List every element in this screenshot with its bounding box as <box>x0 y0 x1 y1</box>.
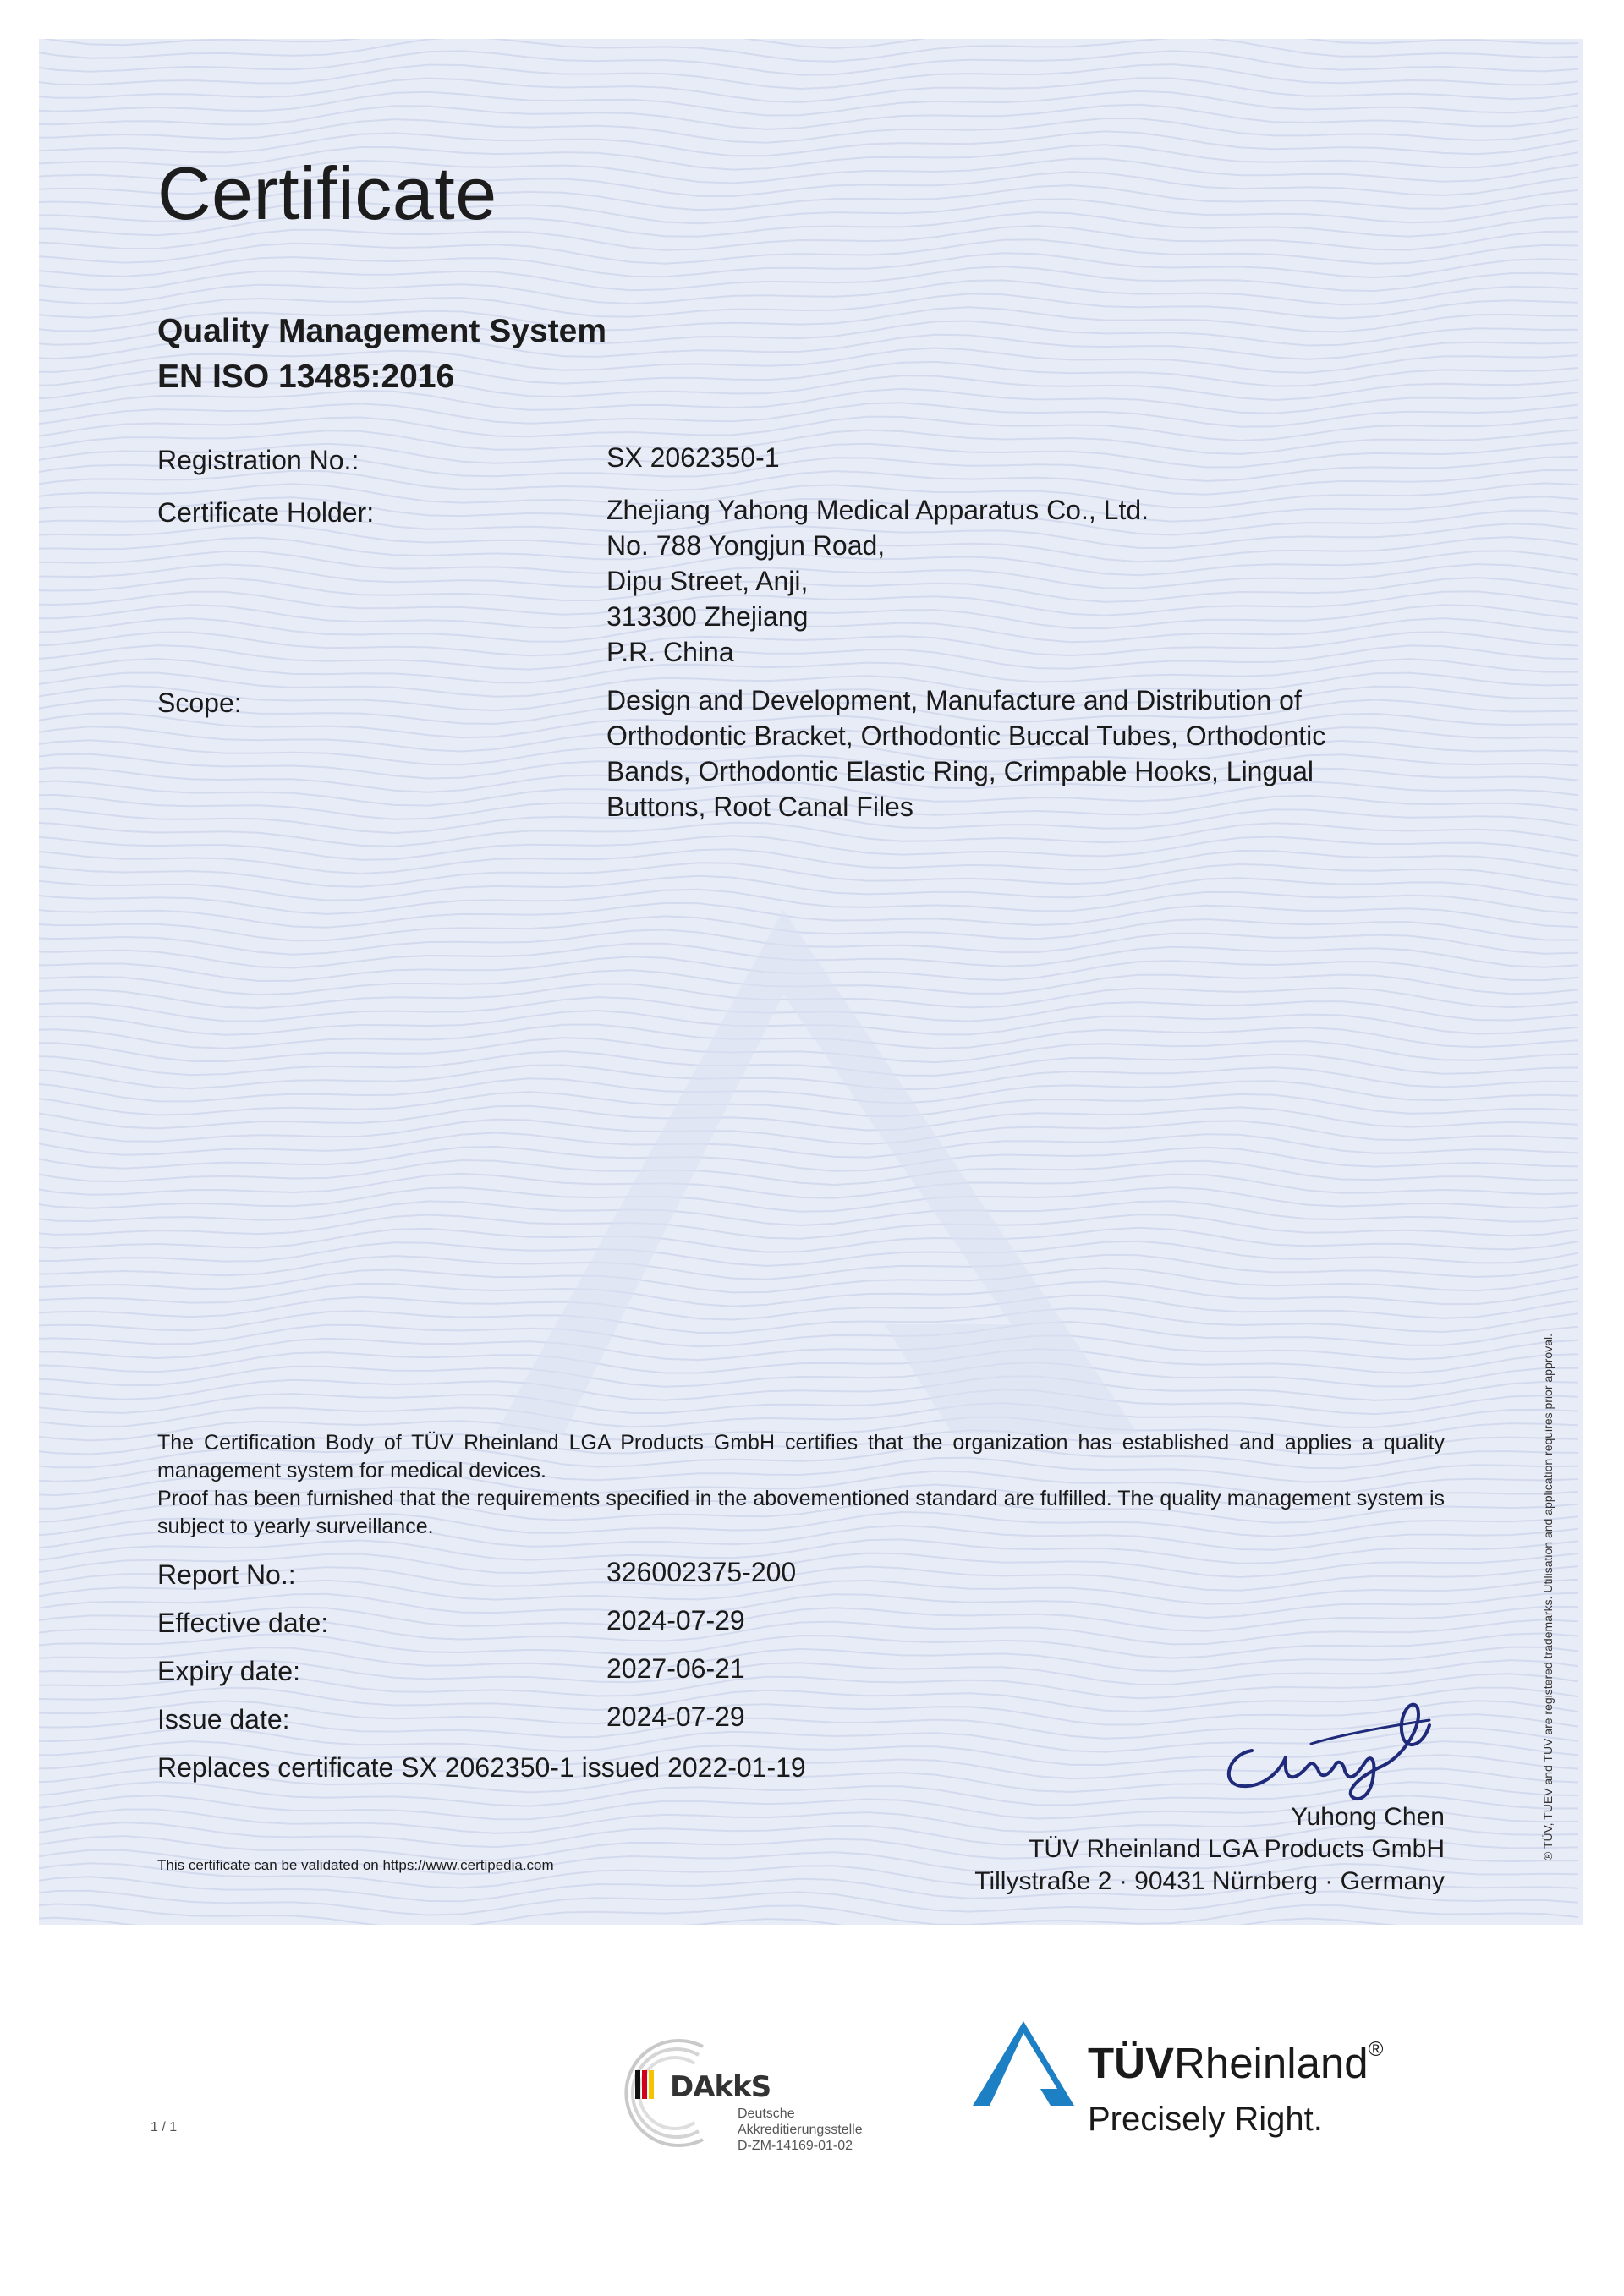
wave-line <box>39 280 1578 304</box>
wave-line <box>39 1403 1578 1427</box>
scope-line: Design and Development, Manufacture and Distribution of <box>606 685 1302 715</box>
standard-title: Quality Management System <box>157 313 606 349</box>
dakks-wordmark: DAkkS <box>670 2070 771 2104</box>
wave-line <box>39 1349 1578 1373</box>
scope-line: Buttons, Root Canal Files <box>606 792 914 822</box>
holder-line: No. 788 Yongjun Road, <box>606 530 886 561</box>
wave-line <box>39 1377 1578 1400</box>
wave-line <box>39 1214 1578 1239</box>
wave-line <box>39 1362 1578 1387</box>
report-value: 326002375-200 <box>606 1557 797 1587</box>
validation-text: This certificate can be validated on <box>157 1857 383 1873</box>
wave-line <box>39 64 1578 89</box>
statement-paragraph: The Certification Body of TÜV Rheinland LGA Products GmbH certifies that the organization has established and applies a quality management system for medical devices. <box>157 1431 1445 1482</box>
holder-address <box>606 492 1149 670</box>
certification-statement <box>157 1429 1445 1541</box>
wave-line <box>39 863 1578 887</box>
tuv-tagline: Precisely Right. <box>1088 2101 1323 2138</box>
effective-label: Effective date: <box>157 1608 329 1638</box>
dakks-line: Deutsche <box>738 2107 795 2121</box>
holder-line: Zhejiang Yahong Medical Apparatus Co., Ltd. <box>606 495 1149 525</box>
signature-icon <box>1201 1691 1455 1810</box>
wave-line <box>39 1120 1578 1144</box>
holder-line: 313300 Zhejiang <box>606 601 809 632</box>
replaces-note: Replaces certificate SX 2062350-1 issued 2022-01-19 <box>157 1752 806 1783</box>
registered-mark: ® <box>1368 2038 1384 2061</box>
scope-label: Scope: <box>157 688 242 718</box>
issue-label: Issue date: <box>157 1704 290 1734</box>
scope-line: Orthodontic Bracket, Orthodontic Buccal Tubes, Orthodontic <box>606 721 1326 751</box>
expiry-label: Expiry date: <box>157 1656 300 1686</box>
wave-line <box>39 253 1578 277</box>
tuv-bold: TÜV <box>1088 2039 1174 2087</box>
scope-text <box>606 682 1325 825</box>
wave-line <box>39 1051 1578 1076</box>
tuv-triangle-icon <box>973 2021 1074 2114</box>
expiry-value: 2027-06-21 <box>606 1653 745 1684</box>
registration-value: SX 2062350-1 <box>606 442 780 473</box>
dakks-line: Akkreditierungsstelle <box>738 2123 863 2137</box>
wave-line <box>39 39 1578 48</box>
certipedia-link[interactable]: https://www.certipedia.com <box>382 1857 554 1873</box>
issue-value: 2024-07-29 <box>606 1701 745 1732</box>
wave-line <box>39 1038 1578 1062</box>
holder-line: P.R. China <box>606 637 734 667</box>
holder-label: Certificate Holder: <box>157 497 375 528</box>
effective-value: 2024-07-29 <box>606 1605 745 1636</box>
signatory-name: Yuhong Chen <box>1291 1803 1445 1831</box>
statement-paragraph: Proof has been furnished that the requirements specified in the abovementioned standard are fulfilled. The quality management system is subject to yearly surveillance. <box>157 1487 1445 1538</box>
standard-code: EN ISO 13485:2016 <box>157 359 455 395</box>
registration-label: Registration No.: <box>157 445 359 475</box>
wave-line <box>39 417 1578 441</box>
trademark-note: ® TÜV, TUEV and TUV are registered trademarks. Utilisation and application requires prior approval. <box>1541 1334 1555 1860</box>
tuv-wordmark <box>1088 2038 1383 2088</box>
holder-line: Dipu Street, Anji, <box>606 566 809 596</box>
report-label: Report No.: <box>157 1559 296 1590</box>
wave-line <box>39 78 1578 102</box>
dakks-line: D-ZM-14169-01-02 <box>738 2139 853 2153</box>
wave-line <box>39 266 1578 291</box>
tuv-rheinland: Rheinland <box>1174 2039 1369 2087</box>
wave-line <box>39 1918 1578 1925</box>
wave-line <box>39 1066 1578 1090</box>
scope-line: Bands, Orthodontic Elastic Ring, Crimpable Hooks, Lingual <box>606 756 1314 786</box>
page-title: Certificate <box>157 151 497 235</box>
validation-note <box>157 1857 554 1874</box>
wave-line <box>39 1201 1578 1225</box>
wave-line <box>39 239 1578 263</box>
wave-line <box>39 1389 1578 1414</box>
dakks-caption <box>738 2106 863 2154</box>
signature-block <box>974 1801 1445 1898</box>
issuer-company: TÜV Rheinland LGA Products GmbH <box>1029 1835 1445 1863</box>
wave-line <box>39 876 1578 901</box>
page-number: 1 / 1 <box>151 2120 178 2134</box>
issuer-address: Tillystraße 2 · 90431 Nürnberg · Germany <box>974 1867 1445 1895</box>
